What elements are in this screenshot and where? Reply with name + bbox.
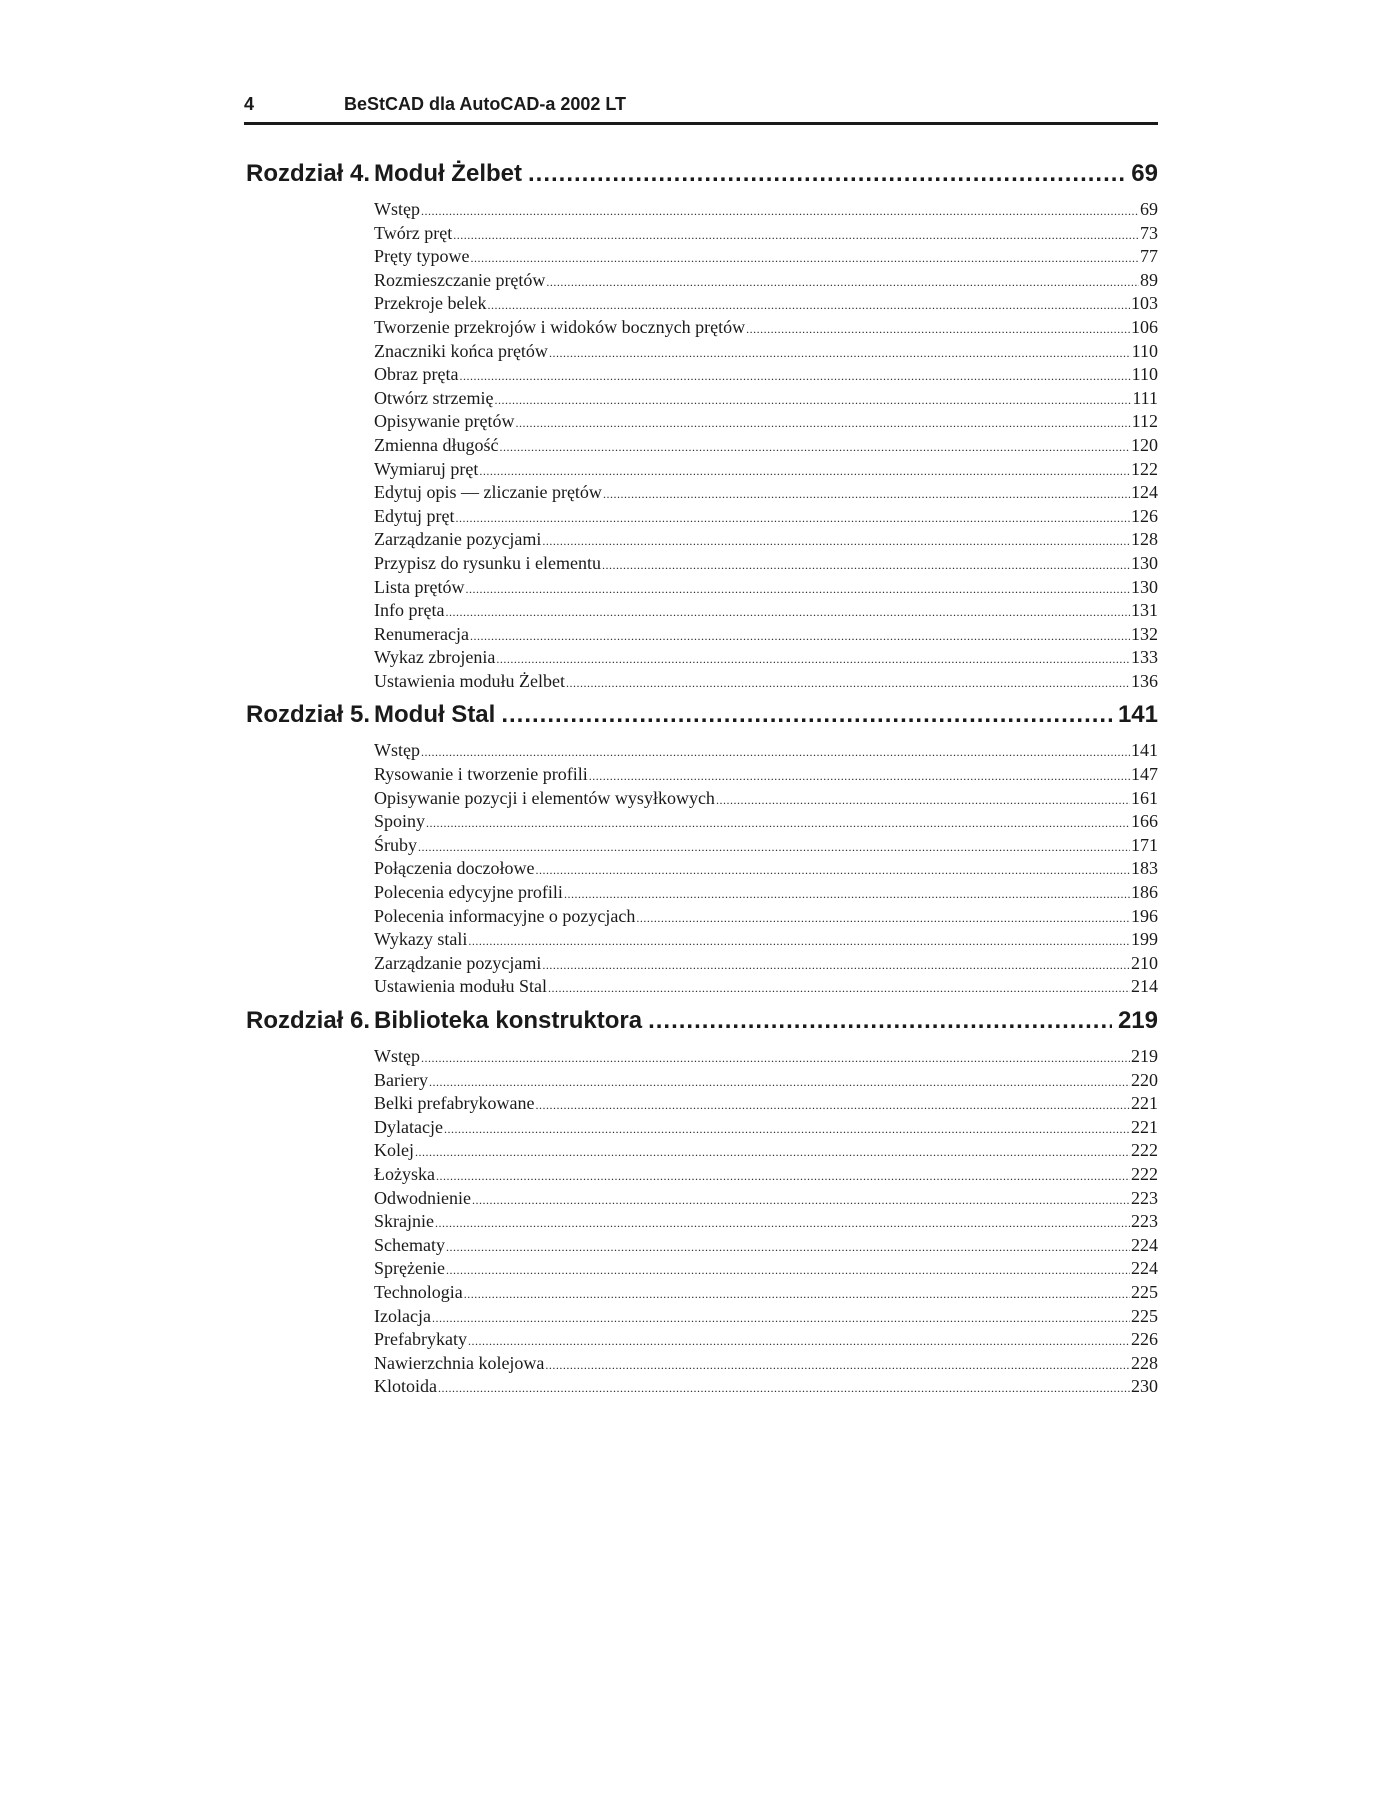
entry-page-number: 183 [1131,858,1158,879]
toc-entry [374,763,1158,787]
entry-page-number: 222 [1131,1163,1158,1184]
chapter-page-number: 141 [1117,701,1158,729]
dot-leader [545,1354,1130,1378]
entry-page-number: 110 [1131,340,1158,361]
entry-page-number: 103 [1131,293,1158,314]
entry-title: Tworzenie przekrojów i widoków bocznych prętów [374,316,746,337]
entry-title: Polecenia edycyjne profili [374,882,563,903]
toc-entry [374,505,1158,529]
toc-entry [374,552,1158,576]
dot-leader [603,483,1130,507]
entry-page-number: 112 [1131,411,1158,432]
entry-title: Śruby [374,834,418,855]
toc-entry [374,1045,1158,1069]
dot-leader [496,648,1130,672]
entry-page-number: 220 [1131,1069,1158,1090]
entry-page-number: 124 [1131,482,1158,503]
entry-page-number: 128 [1131,529,1158,550]
entry-page-number: 225 [1131,1281,1158,1302]
dot-leader [468,930,1130,954]
dot-leader [415,1141,1130,1165]
dot-leader [546,271,1139,295]
dot-leader [494,389,1131,413]
dot-leader [444,1118,1130,1142]
entry-title: Wykazy stali [374,929,468,950]
entry-page-number: 196 [1131,905,1158,926]
dot-leader [549,342,1131,366]
toc-entry [374,599,1158,623]
entry-page-number: 69 [1140,199,1158,219]
toc-entry [374,363,1158,387]
entry-page-number: 122 [1131,458,1158,479]
entry-title: Twórz pręt [374,222,453,243]
entry-title: Zarządzanie pozycjami [374,952,542,973]
toc-entry [374,670,1158,694]
entry-title: Odwodnienie [374,1187,471,1208]
entry-title: Rozmieszczanie prętów [374,269,546,290]
chapter-label: Rozdział 5. [246,701,371,729]
toc-entry [374,1305,1158,1329]
entry-page-number: 225 [1131,1305,1158,1326]
dot-leader [421,200,1139,224]
page-number: 4 [244,94,255,114]
toc-entry [374,316,1158,340]
entry-title: Nawierzchnia kolejowa [374,1352,545,1373]
entry-page-number: 132 [1131,623,1158,644]
entry-page-number: 222 [1131,1140,1158,1161]
toc-entry [374,1257,1158,1281]
entry-title: Info pręta [374,600,445,621]
toc-entry [374,1187,1158,1211]
entry-title: Połączenia doczołowe [374,858,535,879]
entry-title: Edytuj pręt [374,505,455,526]
toc-entry [374,623,1158,647]
chapter-heading [246,1007,1158,1045]
entry-title: Spoiny [374,811,426,832]
dot-leader [421,741,1130,765]
entry-title: Ustawienia modułu Żelbet [374,670,565,691]
entry-page-number: 171 [1131,834,1158,855]
toc-entry [374,1210,1158,1234]
dot-leader [421,1047,1130,1071]
dot-leader [446,1259,1130,1283]
entry-page-number: 214 [1131,976,1158,997]
entry-title: Przypisz do rysunku i elementu [374,552,601,573]
toc-entry [374,458,1158,482]
dot-leader [435,1212,1130,1236]
dot-leader [470,247,1139,271]
chapter-title: Moduł Żelbet [374,160,522,187]
dot-leader [528,160,1125,188]
toc-entry [374,905,1158,929]
entry-title: Znaczniki końca prętów [374,340,548,361]
toc-entry [374,1139,1158,1163]
entry-page-number: 166 [1131,811,1158,832]
entry-title: Ustawienia modułu Stal [374,976,547,997]
entry-page-number: 223 [1131,1187,1158,1208]
toc-entry [374,881,1158,905]
toc-entry [374,810,1158,834]
entry-page-number: 89 [1140,269,1158,290]
entry-title: Otwórz strzemię [374,387,494,408]
dot-leader [468,1330,1130,1354]
toc-entry [374,198,1158,222]
entry-title: Izolacja [374,1305,431,1326]
dot-leader [566,672,1130,696]
dot-leader [564,883,1130,907]
entry-title: Zarządzanie pozycjami [374,529,542,550]
dot-leader [542,530,1130,554]
book-title: BeStCAD dla AutoCAD-a 2002 LT [344,94,627,114]
dot-leader [455,507,1130,531]
entry-page-number: 224 [1131,1258,1158,1279]
dot-leader [418,836,1130,860]
dot-leader [453,224,1139,248]
entry-title: Zmienna długość [374,434,499,455]
entry-page-number: 199 [1131,929,1158,950]
dot-leader [746,318,1130,342]
chapter-heading [246,701,1158,739]
chapter-page-number: 69 [1131,160,1158,187]
entry-page-number: 226 [1131,1329,1158,1350]
chapter-title: Biblioteka konstruktora [374,1007,643,1034]
dot-leader [636,907,1130,931]
toc-entry [374,245,1158,269]
dot-leader [438,1377,1130,1401]
dot-leader [535,1094,1130,1118]
entry-page-number: 130 [1131,576,1158,597]
entry-title: Bariery [374,1069,428,1090]
entry-page-number: 210 [1131,952,1158,973]
toc-entry [374,857,1158,881]
entry-page-number: 126 [1131,505,1158,526]
entry-page-number: 133 [1131,647,1158,668]
entry-title: Wstęp [374,1046,420,1066]
entry-page-number: 219 [1131,1046,1158,1066]
dot-leader [535,859,1130,883]
toc-entry [374,1116,1158,1140]
dot-leader [436,1165,1130,1189]
dot-leader [479,460,1130,484]
entry-page-number: 131 [1131,600,1158,621]
dot-leader [501,701,1112,729]
toc-entry [374,1328,1158,1352]
dot-leader [602,554,1130,578]
toc-entry [374,340,1158,364]
toc-entry [374,410,1158,434]
entry-title: Sprężenie [374,1258,445,1279]
dot-leader [548,977,1130,1001]
entry-page-number: 224 [1131,1234,1158,1255]
dot-leader [465,578,1130,602]
entry-title: Renumeracja [374,623,469,644]
toc-entry [374,1092,1158,1116]
dot-leader [445,601,1130,625]
entry-page-number: 130 [1131,552,1158,573]
entry-title: Technologia [374,1281,463,1302]
toc-entry [374,1163,1158,1187]
dot-leader [429,1071,1130,1095]
section-list [374,198,1158,693]
dot-leader [459,365,1130,389]
toc-entry [374,975,1158,999]
entry-title: Polecenia informacyjne o pozycjach [374,905,636,926]
dot-leader [432,1307,1130,1331]
entry-title: Schematy [374,1234,445,1255]
table-of-contents [246,160,1158,1407]
entry-title: Belki prefabrykowane [374,1093,535,1114]
entry-title: Rysowanie i tworzenie profili [374,764,588,785]
toc-entry [374,1281,1158,1305]
toc-entry [374,269,1158,293]
entry-title: Opisywanie prętów [374,411,515,432]
entry-title: Edytuj opis — zliczanie prętów [374,482,602,503]
entry-title: Dylatacje [374,1116,443,1137]
entry-page-number: 221 [1131,1116,1158,1137]
toc-entry [374,952,1158,976]
chapter-label: Rozdział 4. [246,160,371,187]
entry-title: Prefabrykaty [374,1329,467,1350]
toc-entry [374,1352,1158,1376]
dot-leader [487,294,1130,318]
chapter-label: Rozdział 6. [246,1007,371,1034]
toc-entry [374,222,1158,246]
toc-entry [374,1375,1158,1399]
entry-page-number: 141 [1131,740,1158,761]
dot-leader [464,1283,1130,1307]
chapter-title: Moduł Stal [374,701,496,729]
toc-entry [374,292,1158,316]
entry-title: Klotoida [374,1376,437,1397]
entry-page-number: 111 [1132,387,1158,408]
entry-title: Obraz pręta [374,364,459,385]
dot-leader [499,436,1130,460]
toc-entry [374,387,1158,411]
entry-page-number: 186 [1131,882,1158,903]
entry-page-number: 110 [1131,364,1158,385]
entry-page-number: 147 [1131,764,1158,785]
entry-page-number: 77 [1140,246,1158,267]
toc-entry [374,1234,1158,1258]
entry-page-number: 228 [1131,1352,1158,1373]
dot-leader [470,625,1130,649]
entry-title: Wymiaruj pręt [374,458,479,479]
toc-entry [374,481,1158,505]
entry-title: Przekroje belek [374,293,487,314]
dot-leader [648,1007,1112,1035]
entry-page-number: 73 [1140,222,1158,243]
running-head [244,88,1158,125]
entry-title: Lista prętów [374,576,465,597]
chapter-page-number: 219 [1117,1007,1158,1034]
toc-entry [374,928,1158,952]
entry-page-number: 221 [1131,1093,1158,1114]
entry-page-number: 106 [1131,316,1158,337]
entry-page-number: 161 [1131,787,1158,808]
entry-page-number: 136 [1131,670,1158,691]
toc-entry [374,528,1158,552]
dot-leader [426,812,1130,836]
entry-title: Wykaz zbrojenia [374,647,496,668]
toc-entry [374,834,1158,858]
entry-title: Opisywanie pozycji i elementów wysyłkowych [374,787,715,808]
dot-leader [589,765,1130,789]
dot-leader [472,1189,1130,1213]
toc-entry [374,739,1158,763]
dot-leader [446,1236,1130,1260]
entry-title: Pręty typowe [374,246,470,267]
chapter-heading [246,160,1158,198]
entry-title: Kolej [374,1140,414,1161]
entry-page-number: 230 [1131,1376,1158,1397]
toc-entry [374,646,1158,670]
entry-title: Skrajnie [374,1211,434,1232]
toc-entry [374,787,1158,811]
entry-title: Wstęp [374,199,420,219]
section-list [374,739,1158,999]
toc-entry [374,576,1158,600]
dot-leader [542,954,1130,978]
entry-title: Wstęp [374,740,420,761]
toc-entry [374,434,1158,458]
toc-entry [374,1069,1158,1093]
dot-leader [515,412,1130,436]
section-list [374,1045,1158,1399]
entry-page-number: 223 [1131,1211,1158,1232]
entry-title: Łożyska [374,1163,435,1184]
entry-page-number: 120 [1131,434,1158,455]
dot-leader [716,789,1130,813]
